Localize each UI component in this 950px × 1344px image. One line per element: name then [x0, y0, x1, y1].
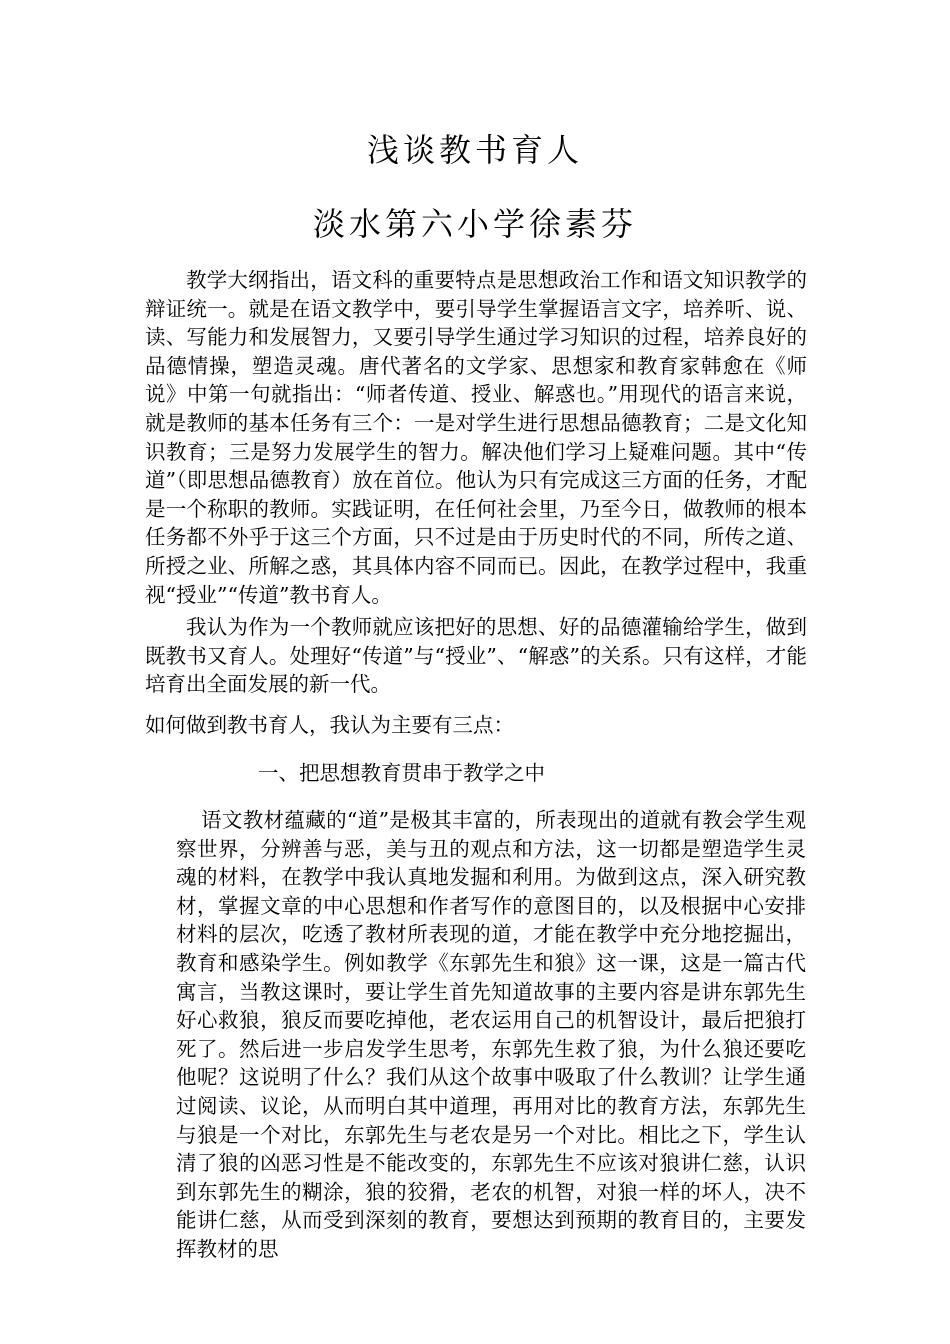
section-heading-1: 一、把思想教育贯串于教学之中: [258, 761, 545, 785]
paragraph-three-points: 如何做到教书育人，我认为主要有三点：: [145, 713, 514, 737]
paragraph-intro: 教学大纲指出，语文科的重要特点是思想政治工作和语文知识教学的辩证统一。就是在语文教学中，要引导学生掌握语言文字，培养听、说、读、写能力和发展智力，又要引导学生通过学习知识的过程，培养良好的品德情操，塑造灵魂。唐代著名的文学家、思想家和教育家韩愈在《师说》中第一句就指出：“师者传道、授业、解惑也。”用现代的语言来说，就是教师的基本任务有三个：一是对学生进行思想品德教育；二是文化知识教育；三是努力发展学生的智力。解决他们学习上疑难问题。其中“传道”（即思想品德教育）放在首位。他认为只有完成这三方面的任务，才配是一个称职的教师。实践证明，在任何社会里，乃至今日，做教师的根本任务都不外乎于这三个方面，只不过是由于历史时代的不同，所传之道、所授之业、所解之惑，其具体内容不同而已。因此，在教学过程中，我重视“授业”“传道”教书育人。: [145, 268, 807, 607]
document-title: 浅谈教书育人: [366, 131, 583, 169]
document-author: 淡水第六小学徐素芬: [312, 205, 637, 243]
paragraph-teacher-role: 我认为作为一个教师就应该把好的思想、好的品德灌输给学生，做到既教书又育人。处理好“传道”与“授业”、“解惑”的关系。只有这样，才能培育出全面发展的新一代。: [145, 615, 807, 697]
paragraph-section-1: 语文教材蕴藏的“道”是极其丰富的，所表现出的道就有教会学生观察世界，分辨善与恶，美与丑的观点和方法，这一切都是塑造学生灵魂的材料，在教学中我认真地发掘和利用。为做到这点，深入研究教材，掌握文章的中心思想和作者写作的意图目的，以及根据中心安排材料的层次，吃透了教材所表现的道，才能在教学中充分地挖掘出，教育和感染学生。例如教学《东郭先生和狼》这一课，这是一篇古代寓言，当教这课时，要让学生首先知道故事的主要内容是讲东郭先生好心救狼，狼反而要吃掉他，老农运用自己的机智设计，最后把狼打死了。然后进一步启发学生思考，东郭先生救了狼，为什么狼还要吃他呢？这说明了什么？我们从这个故事中吸取了什么教训？让学生通过阅读、议论，从而明白其中道理，再用对比的教育方法，东郭先生与狼是一个对比，东郭先生与老农是另一个对比。相比之下，学生认清了狼的凶恶习性是不能改变的，东郭先生不应该对狼讲仁慈，认识到东郭先生的糊涂，狼的狡猾，老农的机智，对狼一样的坏人，决不能讲仁慈，从而受到深刻的教育，要想达到预期的教育目的，主要发挥教材的思: [176, 808, 806, 1261]
